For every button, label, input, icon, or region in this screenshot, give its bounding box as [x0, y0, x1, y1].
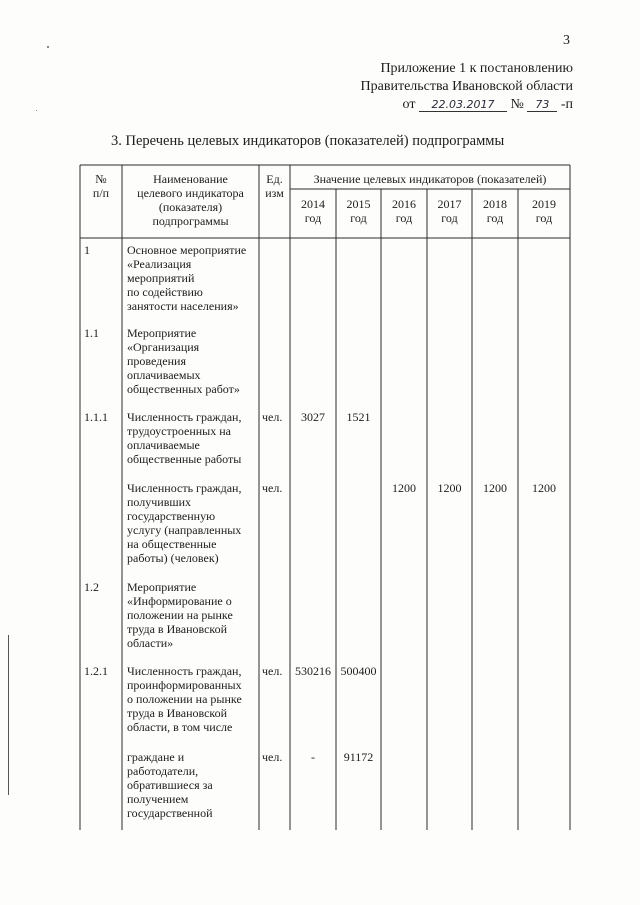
indicator-name: Численность граждан, трудоустроенных на оплачиваемые общественные работы	[127, 410, 242, 466]
section-title: 3. Перечень целевых индикаторов (показателей) подпрограммы	[111, 133, 505, 149]
scan-margin-mark	[8, 635, 9, 795]
header-unit: Ед. изм	[265, 172, 284, 200]
indicator-value-2014: -	[311, 750, 315, 764]
indicator-value-2015: 91172	[343, 750, 374, 764]
handwritten-number: 73	[527, 98, 557, 112]
from-label: от	[402, 97, 416, 112]
indicator-name: Численность граждан, получивших государственную услугу (направленных на общественные работы) (человек)	[127, 481, 242, 565]
indicator-name: Численность граждан, проинформированных о положении на рынке труда в Ивановской области, в том числе	[127, 664, 242, 734]
unit-of-measure: чел.	[262, 481, 283, 495]
number-suffix: -п	[560, 97, 573, 112]
indicator-value-2018: 1200	[483, 481, 507, 495]
row-number: 1.2	[84, 580, 99, 594]
header-year-2019: 2019 год	[532, 197, 556, 225]
header-indicator-name: Наименование целевого индикатора (показателя) подпрограммы	[137, 172, 244, 228]
indicator-name: Мероприятие «Информирование о положении на рынке труда в Ивановской области»	[127, 580, 233, 650]
row-number: 1.1.1	[84, 410, 108, 424]
header-year-2014: 2014 год	[301, 197, 325, 225]
indicator-name: Мероприятие «Организация проведения оплачиваемых общественных работ»	[127, 326, 240, 396]
header-year-2016: 2016 год	[392, 197, 416, 225]
row-number: 1	[84, 243, 90, 257]
indicator-value-2014: 530216	[295, 664, 331, 678]
scan-speck	[36, 110, 37, 111]
approval-line-1: Приложение 1 к постановлению	[380, 61, 573, 76]
handwritten-date: 22.03.2017	[419, 98, 507, 112]
scan-speck	[47, 46, 49, 48]
header-year-2015: 2015 год	[346, 197, 371, 225]
indicator-value-2019: 1200	[532, 481, 556, 495]
indicator-value-2017: 1200	[437, 481, 462, 495]
header-year-2017: 2017 год	[437, 197, 462, 225]
approval-block	[310, 60, 573, 114]
unit-of-measure: чел.	[262, 410, 283, 424]
indicator-value-2015: 500400	[340, 664, 377, 678]
unit-of-measure: чел.	[262, 750, 283, 764]
header-number: № п/п	[92, 172, 110, 200]
unit-of-measure: чел.	[262, 664, 283, 678]
approval-line-2: Правительства Ивановской области	[360, 79, 573, 94]
page-number: 3	[563, 33, 570, 48]
header-values-group: Значение целевых индикаторов (показателей)	[313, 172, 547, 186]
row-number: 1.2.1	[84, 664, 108, 678]
indicator-value-2015: 1521	[346, 410, 371, 424]
approval-line-3	[310, 96, 573, 114]
number-label: №	[510, 97, 524, 112]
row-number: 1.1	[84, 326, 99, 340]
indicator-value-2016: 1200	[392, 481, 416, 495]
indicator-value-2014: 3027	[301, 410, 325, 424]
indicator-name: Основное мероприятие «Реализация мероприятий по содействию занятости населения»	[127, 243, 247, 313]
indicator-name: граждане и работодатели, обратившиеся за получением государственной	[127, 750, 213, 820]
header-year-2018: 2018 год	[483, 197, 507, 225]
